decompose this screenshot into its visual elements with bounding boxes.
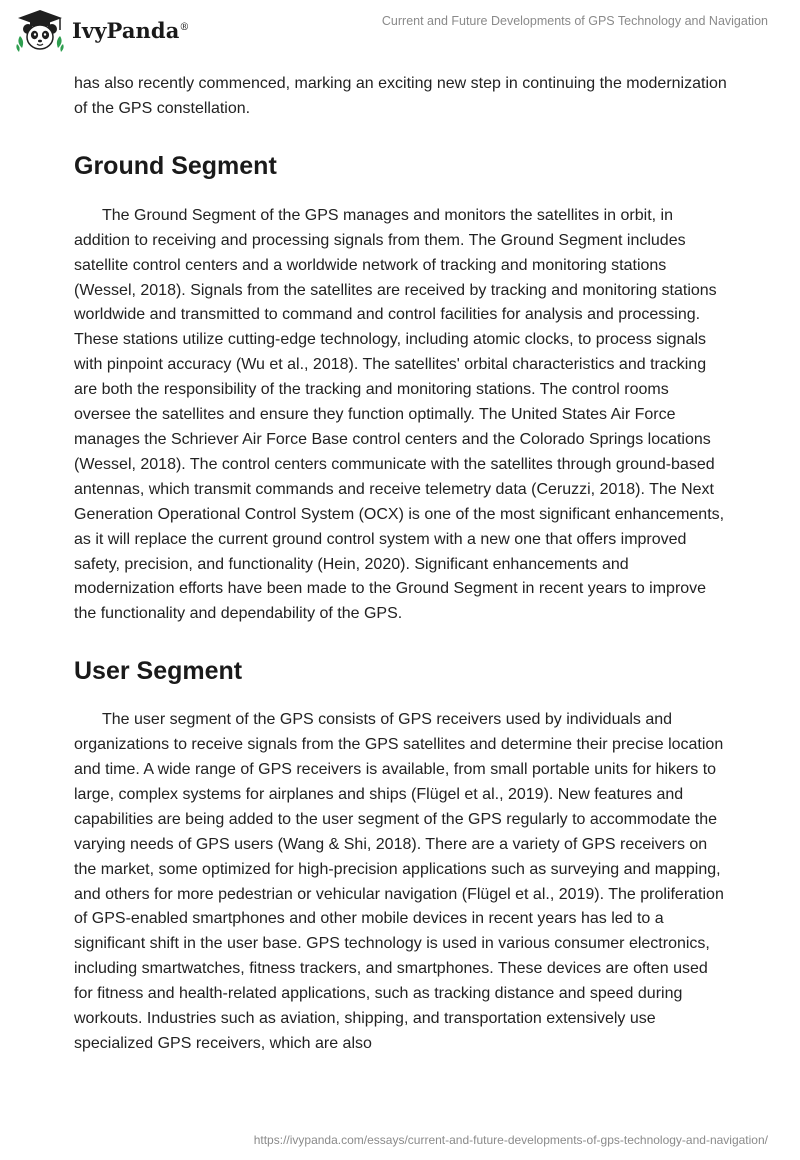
panda-graduate-logo-icon xyxy=(14,8,66,52)
section-paragraph-ground-segment: The Ground Segment of the GPS manages and monitors the satellites in orbit, in addition to receiving and processing signals from them. The Ground Segment includes satellite control centers and a worldwide network of tracking and monitoring stations (Wessel, 2018). Signals from the satellites are received by tracking and monitoring stations worldwide and transmitted to command and control facilities for analysis and processing. These stations utilize cutting-edge technology, including atomic clocks, to process signals with pinpoint accuracy (Wu et al., 2018). The satellites' orbital characteristics and tracking are both the responsibility of the tracking and monitoring stations. The control rooms oversee the satellites and ensure they function optimally. The United States Air Force manages the Schriever Air Force Base control centers and the Colorado Springs locations (Wessel, 2018). The control centers communicate with the satellites through ground-based antennas, which transmit commands and receive telemetry data (Ceruzzi, 2018). The Next Generation Operational Control System (OCX) is one of the most significant enhancements, as it will replace the current ground control system with a new one that offers improved safety, precision, and functionality (Hein, 2020). Significant enhancements and modernization efforts have been made to the Ground Segment in recent years to improve the functionality and dependability of the GPS. xyxy=(74,206,725,623)
section-heading-user-segment: User Segment xyxy=(74,657,243,686)
page-header xyxy=(0,0,800,60)
essay-content xyxy=(74,72,728,1057)
brand-name: IvyPanda® xyxy=(72,17,190,43)
document-title: Current and Future Developments of GPS Technology and Navigation xyxy=(381,14,768,28)
section-heading-ground-segment: Ground Segment xyxy=(74,151,277,180)
source-url[interactable]: https://ivypanda.com/essays/current-and-future-developments-of-gps-technology-and-navigation/ xyxy=(253,1133,768,1147)
registered-mark: ® xyxy=(179,21,190,33)
ivypanda-logo[interactable] xyxy=(14,8,190,52)
section-paragraph-user-segment: The user segment of the GPS consists of GPS receivers used by individuals and organizations to receive signals from the GPS satellites and determine their precise location and time. A wide range of GPS receivers is available, from small portable units for hikers to large, complex systems for airplanes and ships (Flügel et al., 2019). New features and capabilities are being added to the user segment of the GPS regularly to accommodate the varying needs of GPS users (Wang & Shi, 2018). There are a variety of GPS receivers on the market, some optimized for high-precision applications such as surveying and mapping, and others for more pedestrian or vehicular navigation (Flügel et al., 2019). The proliferation of GPS-enabled smartphones and other mobile devices in recent years has led to a significant shift in the user base. GPS technology is used in various consumer electronics, including smartwatches, fitness trackers, and smartphones. These devices are often used for fitness and health-related applications, such as tracking distance and speed during workouts. Industries such as aviation, shipping, and transportation extensively use specialized GPS receivers, which are also xyxy=(74,711,724,1052)
intro-paragraph: has also recently commenced, marking an exciting new step in continuing the modernization of the GPS constellation. xyxy=(74,75,727,117)
